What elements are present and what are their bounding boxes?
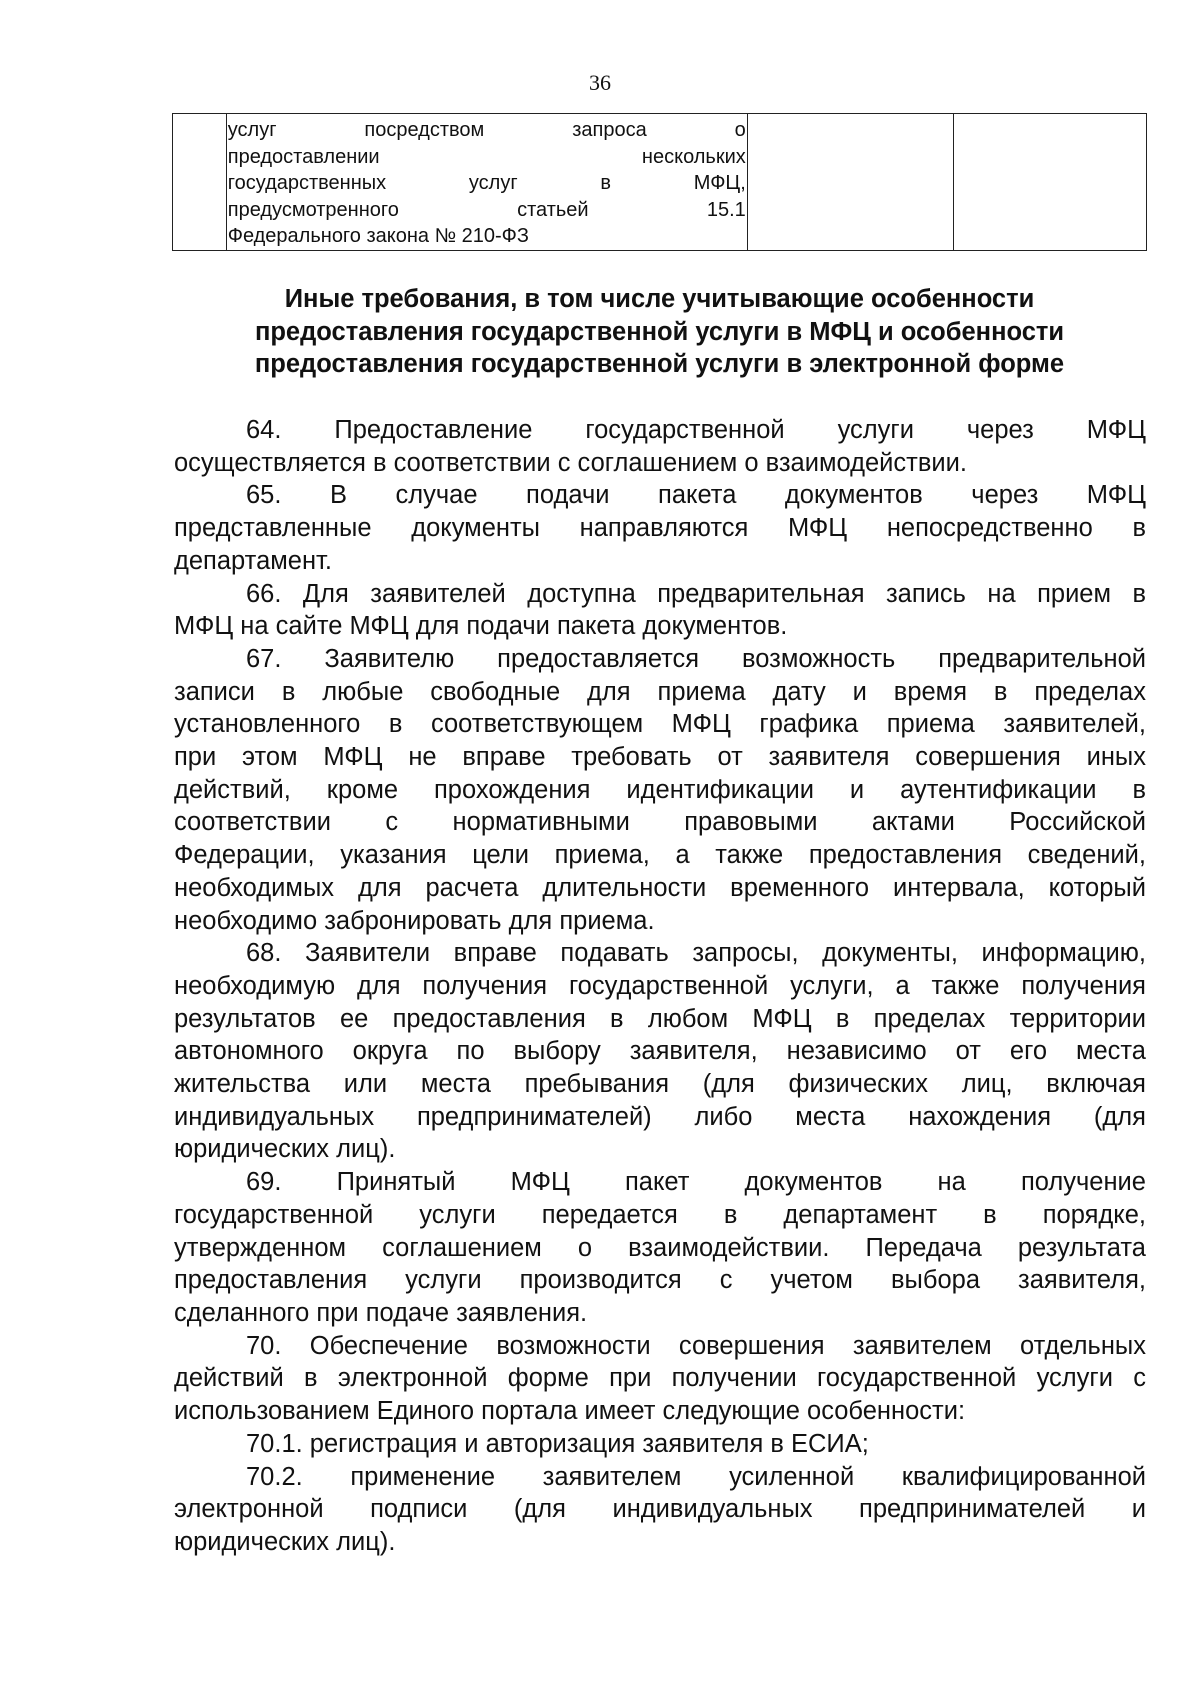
- paragraph-line: 65. В случае подачи пакета документов через МФЦ: [246, 481, 1146, 510]
- paragraph-line: при этом МФЦ не вправе требовать от заявителя совершения иных: [174, 743, 1146, 772]
- paragraph-line: необходимо забронировать для приема.: [174, 906, 655, 935]
- paragraph-line: 69. Принятый МФЦ пакет документов на получение: [246, 1168, 1146, 1197]
- paragraph-line: записи в любые свободные для приема дату и время в пределах: [174, 677, 1146, 706]
- paragraph-line: жительства или места пребывания (для физических лиц, включая: [174, 1070, 1146, 1099]
- paragraph-line: 70.2. применение заявителем усиленной квалифицированной: [246, 1462, 1146, 1491]
- heading-line: предоставления государственной услуги в МФЦ и особенности: [254, 317, 1065, 346]
- paragraph: [174, 578, 1146, 643]
- paragraph-line: автономного округа по выбору заявителя, независимо от его места: [174, 1037, 1146, 1066]
- table-cell-line: государственных услуг в МФЦ,: [227, 172, 746, 194]
- section-heading: [172, 283, 1147, 381]
- table-cell-empty: [953, 114, 1146, 251]
- table-row: [173, 114, 1147, 251]
- paragraph-line: департамент.: [174, 546, 332, 575]
- paragraph: [174, 479, 1146, 577]
- paragraph-line: юридических лиц).: [174, 1527, 396, 1556]
- continuation-table: [172, 113, 1147, 251]
- table-cell-line: Федерального закона № 210-ФЗ: [227, 225, 529, 247]
- heading-line: Иные требования, в том числе учитывающие особенности: [284, 285, 1035, 313]
- paragraph-line: государственной услуги передается в департамент в порядке,: [174, 1200, 1146, 1229]
- table-cell-empty: [747, 114, 953, 251]
- table-cell-text: [227, 114, 747, 250]
- paragraph-line: представленные документы направляются МФЦ непосредственно в: [174, 514, 1146, 543]
- paragraph-line: электронной подписи (для индивидуальных предпринимателей и: [174, 1495, 1146, 1524]
- paragraph-line: необходимую для получения государственной услуги, а также получения: [174, 971, 1146, 1000]
- paragraph-line: необходимых для расчета длительности временного интервала, который: [174, 873, 1146, 902]
- paragraph: [174, 1428, 1146, 1461]
- paragraph-line: 67. Заявителю предоставляется возможность предварительной: [246, 644, 1146, 673]
- table-cell-number: [173, 114, 227, 251]
- paragraph-line: предоставления услуги производится с учетом выбора заявителя,: [174, 1266, 1146, 1295]
- paragraph-line: осуществляется в соответствии с соглашением о взаимодействии.: [174, 448, 967, 477]
- paragraph-line: использованием Единого портала имеет следующие особенности:: [174, 1397, 966, 1426]
- paragraph: [174, 1166, 1146, 1330]
- paragraph-line: 70. Обеспечение возможности совершения заявителем отдельных: [246, 1331, 1146, 1360]
- paragraph-line: Федерации, указания цели приема, а также предоставления сведений,: [174, 841, 1146, 870]
- paragraph-line: утвержденном соглашением о взаимодействии. Передача результата: [174, 1233, 1146, 1262]
- paragraph-line: 68. Заявители вправе подавать запросы, документы, информацию,: [246, 939, 1146, 968]
- table-cell-line: предоставлении нескольких: [227, 145, 746, 168]
- paragraph-line: 66. Для заявителей доступна предварительная запись на прием в: [246, 579, 1146, 608]
- paragraph-line: индивидуальных предпринимателей) либо места нахождения (для: [174, 1102, 1146, 1131]
- paragraph: [174, 1330, 1146, 1428]
- paragraph-line: 70.1. регистрация и авторизация заявителя в ЕСИА;: [246, 1429, 869, 1458]
- paragraph-line: соответствии с нормативными правовыми актами Российской: [174, 808, 1146, 837]
- heading-line: предоставления государственной услуги в электронной форме: [254, 350, 1065, 378]
- page-number: 36: [589, 70, 611, 95]
- paragraph-line: МФЦ на сайте МФЦ для подачи пакета документов.: [174, 612, 788, 641]
- document-body: [174, 414, 1146, 1559]
- paragraph-line: результатов ее предоставления в любом МФЦ в пределах территории: [174, 1004, 1146, 1033]
- paragraph-line: сделанного при подаче заявления.: [174, 1298, 588, 1327]
- table-cell-line: предусмотренного статьей 15.1: [227, 198, 746, 221]
- paragraph: [174, 1461, 1146, 1559]
- paragraph: [174, 643, 1146, 937]
- table-cell-description: [226, 114, 747, 251]
- paragraph-line: юридических лиц).: [174, 1135, 396, 1164]
- table-cell-line: услуг посредством запроса о: [227, 119, 746, 141]
- paragraph-line: действий в электронной форме при получении государственной услуги с: [174, 1364, 1146, 1393]
- paragraph-line: действий, кроме прохождения идентификации и аутентификации в: [174, 775, 1146, 804]
- paragraph-line: установленного в соответствующем МФЦ графика приема заявителей,: [174, 710, 1146, 739]
- paragraph-line: 64. Предоставление государственной услуги через МФЦ: [246, 416, 1146, 444]
- paragraph: [174, 937, 1146, 1166]
- paragraph: [174, 414, 1146, 479]
